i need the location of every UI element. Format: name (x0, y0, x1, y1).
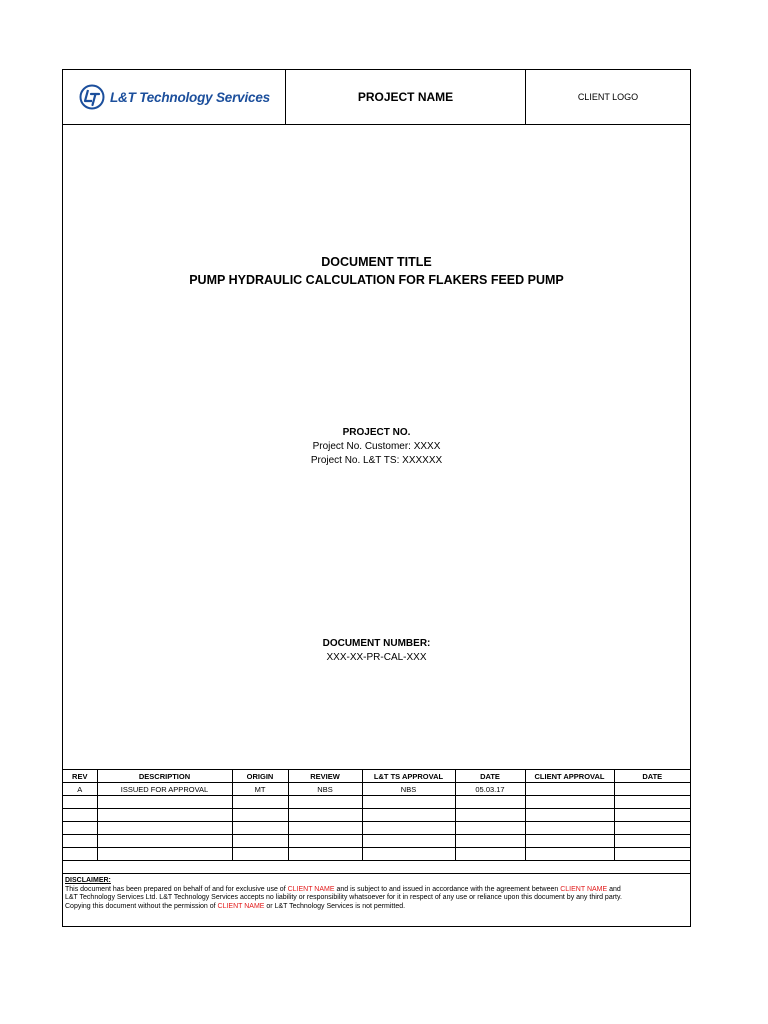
column-header: DATE (614, 770, 690, 783)
project-number-block (63, 426, 690, 468)
table-row (63, 848, 690, 861)
disclaimer (65, 877, 687, 911)
project-name: PROJECT NAME (286, 70, 526, 124)
document-title: PUMP HYDRAULIC CALCULATION FOR FLAKERS FEED PUMP (189, 273, 564, 287)
project-no-lnt: Project No. L&T TS: XXXXXX (310, 455, 443, 466)
disclaimer-title: DISCLAIMER: (65, 877, 111, 884)
table-cell: ISSUED FOR APPROVAL (97, 783, 232, 796)
disclaimer-line-2: L&T Technology Services Ltd. L&T Technology Services accepts no liability or responsibility whatsoever for it in respect of any use or reliance upon this document by any third party. (65, 894, 622, 901)
table-cell (614, 783, 690, 796)
table-row (63, 822, 690, 835)
column-header: DATE (455, 770, 525, 783)
title-block (63, 253, 690, 289)
project-no-label: PROJECT NO. (342, 427, 411, 438)
client-name-highlight: CLIENT NAME (287, 885, 335, 893)
disclaimer-line-1: This document has been prepared on behalf of and for exclusive use of CLIENT NAME and is subject to and issued in accordance with the agreement between CLIENT NAME and (65, 885, 621, 893)
table-cell: MT (232, 783, 288, 796)
client-logo-placeholder: CLIENT LOGO (577, 92, 639, 102)
column-header: L&T TS APPROVAL (362, 770, 455, 783)
disclaimer-line-3: Copying this document without the permission of CLIENT NAME or L&T Technology Services is not permitted. (65, 902, 406, 910)
client-name-highlight: CLIENT NAME (560, 885, 608, 893)
table-row (63, 809, 690, 822)
company-logo (79, 84, 270, 110)
column-header: REVIEW (288, 770, 362, 783)
column-header: DESCRIPTION (97, 770, 232, 783)
document-header (63, 70, 690, 125)
column-header: REV (63, 770, 97, 783)
table-cell: NBS (362, 783, 455, 796)
column-header: CLIENT APPROVAL (525, 770, 614, 783)
document-page (62, 69, 691, 927)
revision-table (63, 769, 690, 874)
table-cell: NBS (288, 783, 362, 796)
document-number-label: DOCUMENT NUMBER: (322, 638, 431, 649)
table-row (63, 835, 690, 848)
table-row (63, 783, 690, 796)
document-title-label: DOCUMENT TITLE (321, 255, 432, 269)
lnt-logo-icon (79, 84, 105, 110)
document-number-block (63, 637, 690, 665)
table-spacer-row (63, 861, 690, 874)
document-number: XXX-XX-PR-CAL-XXX (326, 652, 427, 663)
table-header-row (63, 770, 690, 783)
company-name: L&T Technology Services (110, 89, 270, 105)
column-header: ORIGIN (232, 770, 288, 783)
table-cell (525, 783, 614, 796)
table-cell: A (63, 783, 97, 796)
table-row (63, 796, 690, 809)
table-cell: 05.03.17 (455, 783, 525, 796)
client-name-highlight: CLIENT NAME (217, 902, 265, 910)
company-logo-cell (63, 70, 286, 124)
project-no-customer: Project No. Customer: XXXX (312, 441, 441, 452)
